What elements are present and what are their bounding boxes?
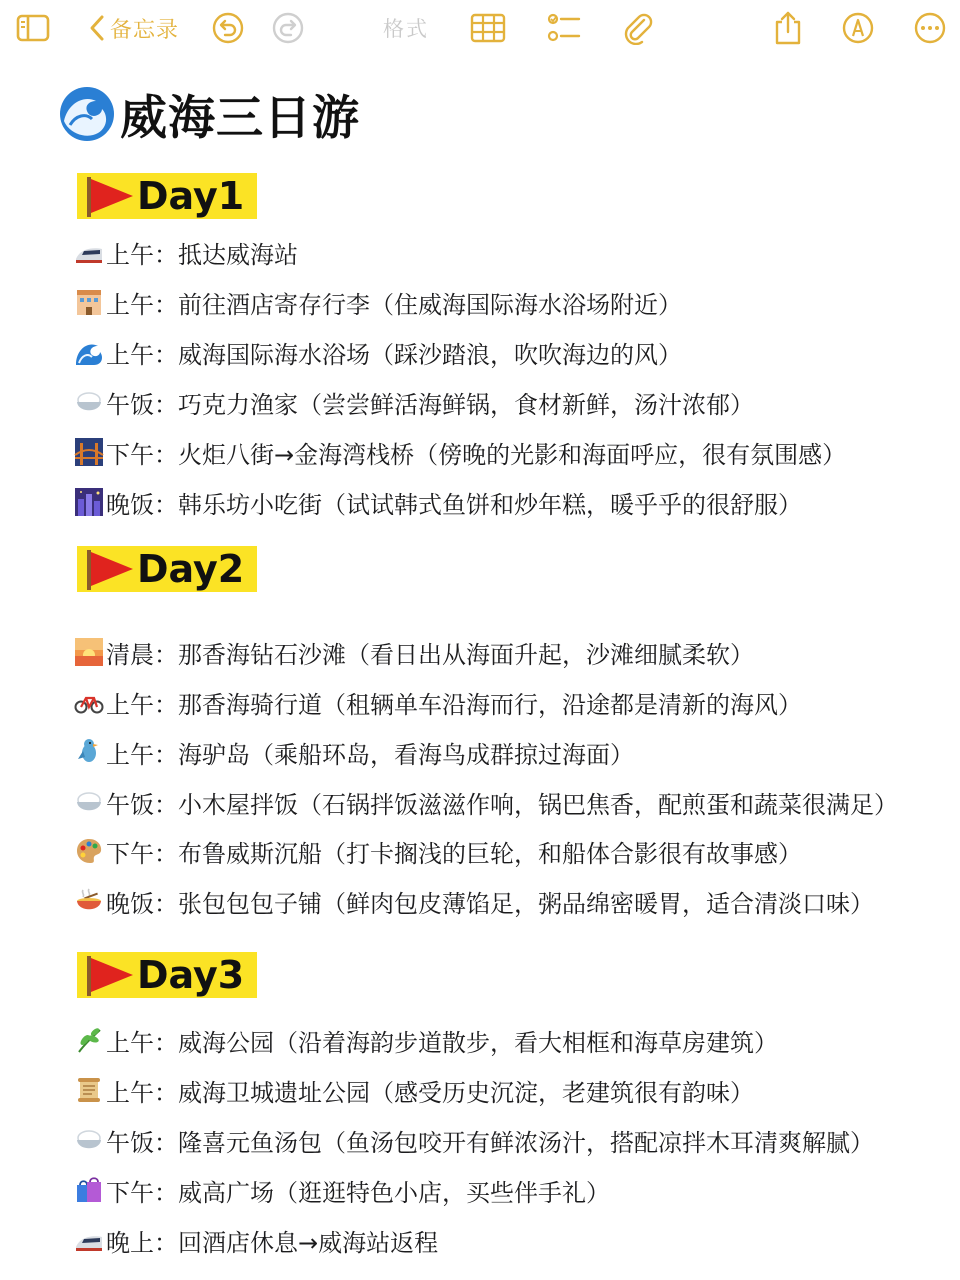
more-button[interactable]	[912, 10, 948, 46]
chevron-left-icon	[88, 14, 106, 42]
herb-icon	[74, 1025, 104, 1055]
attachment-button[interactable]	[620, 10, 656, 46]
paperclip-icon	[622, 11, 654, 45]
itinerary-item: 下午： 威高广场（逛逛特色小店，买些伴手礼）	[74, 1170, 610, 1210]
sunrise-icon	[74, 637, 104, 667]
itinerary-item: 上午： 抵达威海站	[74, 232, 298, 272]
day-header-2	[77, 546, 257, 592]
format-label: 格式	[383, 17, 429, 41]
table-button[interactable]	[468, 10, 508, 46]
pen-markup-icon	[841, 11, 875, 45]
itinerary-item: 晚饭： 张包包包子铺（鲜肉包皮薄馅足，粥品绵密暖胃，适合清淡口味）	[74, 881, 874, 921]
triangular-flag-icon	[81, 173, 137, 219]
undo-button[interactable]	[210, 10, 246, 46]
triangular-flag-icon	[81, 546, 137, 592]
title-text: 威海三日游	[120, 90, 360, 146]
day-header-3	[77, 952, 257, 998]
itinerary-item: 上午： 威海卫城遗址公园（感受历史沉淀，老建筑很有韵味）	[74, 1070, 754, 1110]
table-icon	[470, 13, 506, 43]
water-wave-icon	[74, 337, 104, 367]
high-speed-train-icon	[74, 1225, 104, 1255]
itinerary-item: 下午： 火炬八街→金海湾栈桥（傍晚的光影和海面呼应，很有氛围感）	[74, 432, 846, 472]
bridge-at-night-icon	[74, 437, 104, 467]
back-button[interactable]	[88, 10, 188, 46]
high-speed-train-icon	[74, 237, 104, 267]
hotel-icon	[74, 287, 104, 317]
day-header-1	[77, 173, 257, 219]
day-label: Day3	[137, 953, 245, 997]
itinerary-item: 下午： 布鲁威斯沉船（打卡搁浅的巨轮，和船体合影很有故事感）	[74, 831, 802, 871]
night-city-icon	[74, 487, 104, 517]
day-label: Day2	[137, 547, 245, 591]
undo-icon	[211, 11, 245, 45]
note-title[interactable]	[58, 84, 360, 144]
itinerary-item: 上午： 威海国际海水浴场（踩沙踏浪，吹吹海边的风）	[74, 332, 682, 372]
steaming-bowl-icon	[74, 886, 104, 916]
itinerary-item: 上午： 那香海骑行道（租辆单车沿海而行，沿途都是清新的海风）	[74, 682, 802, 722]
checklist-icon	[547, 12, 581, 44]
rice-bowl-icon	[74, 1125, 104, 1155]
itinerary-item: 上午： 威海公园（沿着海韵步道散步，看大相框和海草房建筑）	[74, 1020, 778, 1060]
itinerary-item: 午饭： 小木屋拌饭（石锅拌饭滋滋作响，锅巴焦香，配煎蛋和蔬菜很满足）	[74, 782, 898, 822]
itinerary-item: 午饭： 隆喜元鱼汤包（鱼汤包咬开有鲜浓汤汁，搭配凉拌木耳清爽解腻）	[74, 1120, 874, 1160]
redo-icon	[271, 11, 305, 45]
bird-icon	[74, 737, 104, 767]
sidebar-toggle-button[interactable]	[14, 10, 52, 46]
itinerary-item: 晚饭： 韩乐坊小吃街（试试韩式鱼饼和炒年糕，暖乎乎的很舒服）	[74, 482, 802, 522]
sidebar-icon	[16, 14, 50, 42]
share-icon	[773, 10, 803, 46]
more-ellipsis-icon	[913, 11, 947, 45]
rice-bowl-icon	[74, 387, 104, 417]
water-wave-icon	[58, 85, 116, 143]
artist-palette-icon	[74, 836, 104, 866]
note-toolbar	[0, 0, 960, 56]
day-label: Day1	[137, 174, 245, 218]
rice-bowl-icon	[74, 787, 104, 817]
markup-button[interactable]	[840, 10, 876, 46]
itinerary-item: 上午： 海驴岛（乘船环岛，看海鸟成群掠过海面）	[74, 732, 634, 772]
itinerary-item: 晚上： 回酒店休息→威海站返程	[74, 1220, 438, 1260]
back-label: 备忘录	[110, 17, 180, 43]
triangular-flag-icon	[81, 952, 137, 998]
itinerary-item: 清晨： 那香海钻石沙滩（看日出从海面升起，沙滩细腻柔软）	[74, 632, 754, 672]
redo-button[interactable]	[270, 10, 306, 46]
itinerary-item: 上午： 前往酒店寄存行李（住威海国际海水浴场附近）	[74, 282, 682, 322]
share-button[interactable]	[770, 10, 806, 46]
shopping-bags-icon	[74, 1175, 104, 1205]
bicycle-icon	[74, 687, 104, 717]
format-button[interactable]	[378, 10, 434, 46]
itinerary-item: 午饭： 巧克力渔家（尝尝鲜活海鲜锅，食材新鲜，汤汁浓郁）	[74, 382, 754, 422]
scroll-icon	[74, 1075, 104, 1105]
checklist-button[interactable]	[546, 10, 582, 46]
